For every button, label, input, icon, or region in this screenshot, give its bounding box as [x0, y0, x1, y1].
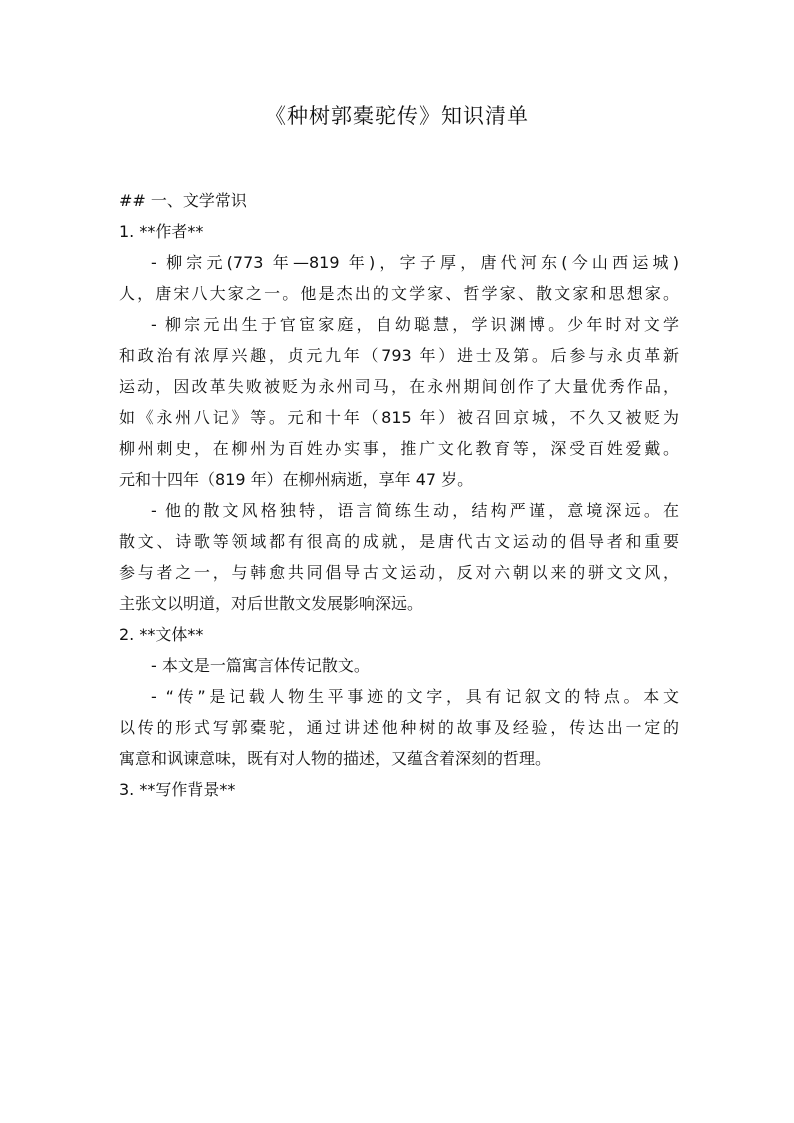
- paragraph-line: 主张文以明道，对后世散文发展影响深远。: [119, 594, 424, 613]
- paragraph-line: 元和十四年（819 年）在柳州病逝，享年 47 岁。: [119, 470, 474, 489]
- item-heading-genre: 2. **文体**: [119, 625, 204, 644]
- paragraph-line: - 柳宗元(773 年—819 年)，字子厚，唐代河东(今山西运城): [151, 253, 679, 272]
- item-heading-background: 3. **写作背景**: [119, 780, 236, 799]
- page-title: 《种树郭橐驼传》知识清单: [265, 104, 529, 128]
- paragraph-line: - 他的散文风格独特，语言简练生动，结构严谨，意境深远。在: [151, 501, 679, 520]
- author-paragraph-2: [119, 309, 679, 495]
- author-paragraph-3: [119, 495, 679, 619]
- paragraph-line: 参与者之一，与韩愈共同倡导古文运动，反对六朝以来的骈文文风，: [119, 563, 679, 582]
- item-heading-author: 1. **作者**: [119, 222, 204, 241]
- paragraph-line: - 柳宗元出生于官宦家庭，自幼聪慧，学识渊博。少年时对文学: [151, 315, 679, 334]
- paragraph-line: 散文、诗歌等领域都有很高的成就，是唐代古文运动的倡导者和重要: [119, 532, 679, 551]
- paragraph-line: 人，唐宋八大家之一。他是杰出的文学家、哲学家、散文家和思想家。: [119, 284, 679, 303]
- author-paragraph-1: [119, 247, 679, 309]
- document-body: [119, 185, 679, 805]
- paragraph-line: 以传的形式写郭橐驼，通过讲述他种树的故事及经验，传达出一定的: [119, 718, 679, 737]
- paragraph-line: 寓意和讽谏意味，既有对人物的描述，又蕴含着深刻的哲理。: [119, 749, 552, 768]
- section-heading: ## 一、文学常识: [119, 191, 247, 210]
- paragraph-line: 如《永州八记》等。元和十年（815 年）被召回京城，不久又被贬为: [119, 408, 679, 427]
- paragraph-line: - “传”是记载人物生平事迹的文字，具有记叙文的特点。本文: [151, 687, 679, 706]
- paragraph-line: 和政治有浓厚兴趣，贞元九年（793 年）进士及第。后参与永贞革新: [119, 346, 679, 365]
- genre-paragraph-1: - 本文是一篇寓言体传记散文。: [151, 656, 370, 675]
- paragraph-line: 运动，因改革失败被贬为永州司马，在永州期间创作了大量优秀作品，: [119, 377, 679, 396]
- genre-paragraph-2: [119, 681, 679, 774]
- paragraph-line: 柳州刺史，在柳州为百姓办实事，推广文化教育等，深受百姓爱戴。: [119, 439, 679, 458]
